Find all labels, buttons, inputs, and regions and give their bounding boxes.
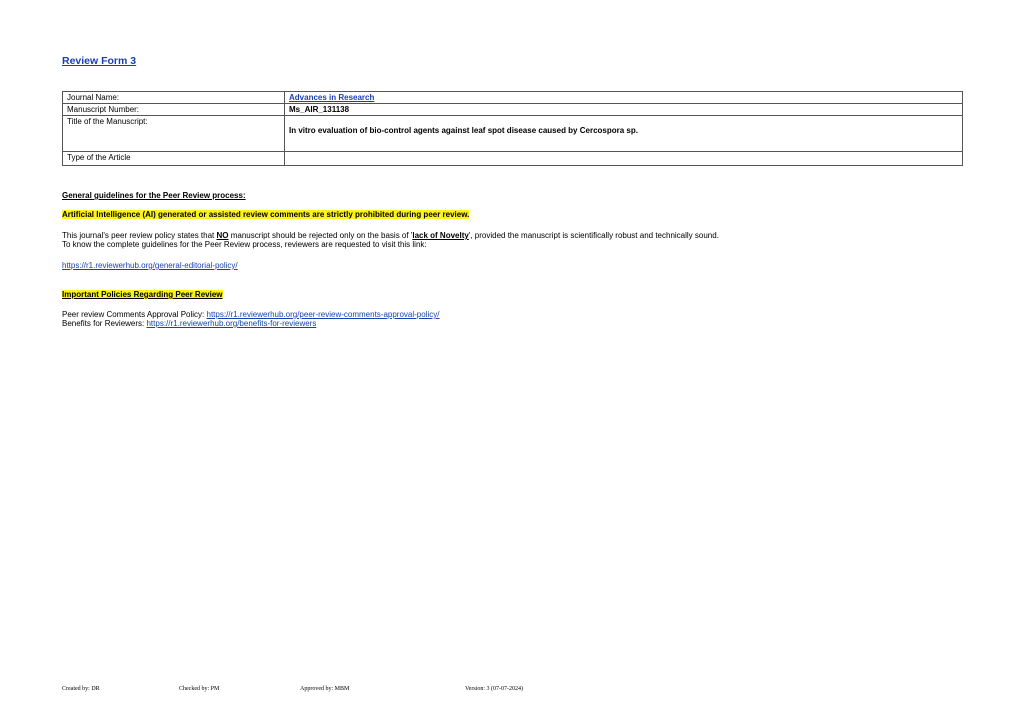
policy-no: NO — [216, 231, 229, 240]
policy-line — [62, 231, 719, 240]
journal-name-link[interactable]: Advances in Research — [289, 93, 375, 102]
ai-notice-line — [62, 210, 469, 219]
policies-heading-line — [62, 290, 223, 299]
manuscript-number-label: Manuscript Number: — [63, 104, 285, 116]
footer-created: Created by: DR — [62, 686, 100, 692]
approval-policy-label: Peer review Comments Approval Policy: — [62, 310, 207, 319]
manuscript-title-label: Title of the Manuscript: — [63, 116, 285, 152]
benefits-label: Benefits for Reviewers: — [62, 319, 147, 328]
manuscript-number-value: Ms_AIR_131138 — [285, 104, 963, 116]
footer-checked: Checked by: PM — [179, 686, 220, 692]
footer-approved: Approved by: MBM — [300, 686, 350, 692]
guidelines-link-line — [62, 261, 238, 270]
manuscript-info-table — [62, 91, 963, 166]
article-type-label: Type of the Article — [63, 152, 285, 166]
benefits-link[interactable]: https://r1.reviewerhub.org/benefits-for-reviewers — [146, 319, 317, 328]
table-row — [63, 116, 963, 152]
table-row — [63, 152, 963, 166]
footer-version: Version: 3 (07-07-2024) — [465, 686, 523, 692]
article-type-value — [285, 152, 963, 166]
guidelines-heading: General guidelines for the Peer Review process: — [62, 191, 246, 200]
form-title: Review Form 3 — [62, 55, 137, 67]
policy-text-3: ', provided the manuscript is scientifically robust and technically sound. — [468, 231, 719, 240]
policy-text-1: This journal's peer review policy states that — [62, 231, 217, 240]
manuscript-title-value: In vitro evaluation of bio-control agents against leaf spot disease caused by Cercospora sp. — [285, 116, 963, 152]
editorial-policy-link[interactable]: https://r1.reviewerhub.org/general-editorial-policy/ — [62, 261, 238, 270]
policies-heading: Important Policies Regarding Peer Review — [62, 290, 223, 299]
policy-text-2: manuscript should be rejected only on the basis of ' — [228, 231, 413, 240]
table-row — [63, 104, 963, 116]
benefits-line — [62, 319, 316, 328]
journal-name-cell — [285, 92, 963, 104]
table-row — [63, 92, 963, 104]
approval-policy-link[interactable]: https://r1.reviewerhub.org/peer-review-comments-approval-policy/ — [206, 310, 440, 319]
ai-notice: Artificial Intelligence (AI) generated or assisted review comments are strictly prohibited during peer review. — [62, 210, 470, 219]
policy-novelty: lack of Novelty — [412, 231, 469, 240]
journal-name-label: Journal Name: — [63, 92, 285, 104]
approval-policy-line — [62, 310, 439, 319]
policy-line-2: To know the complete guidelines for the Peer Review process, reviewers are requested to visit this link: — [62, 240, 427, 249]
